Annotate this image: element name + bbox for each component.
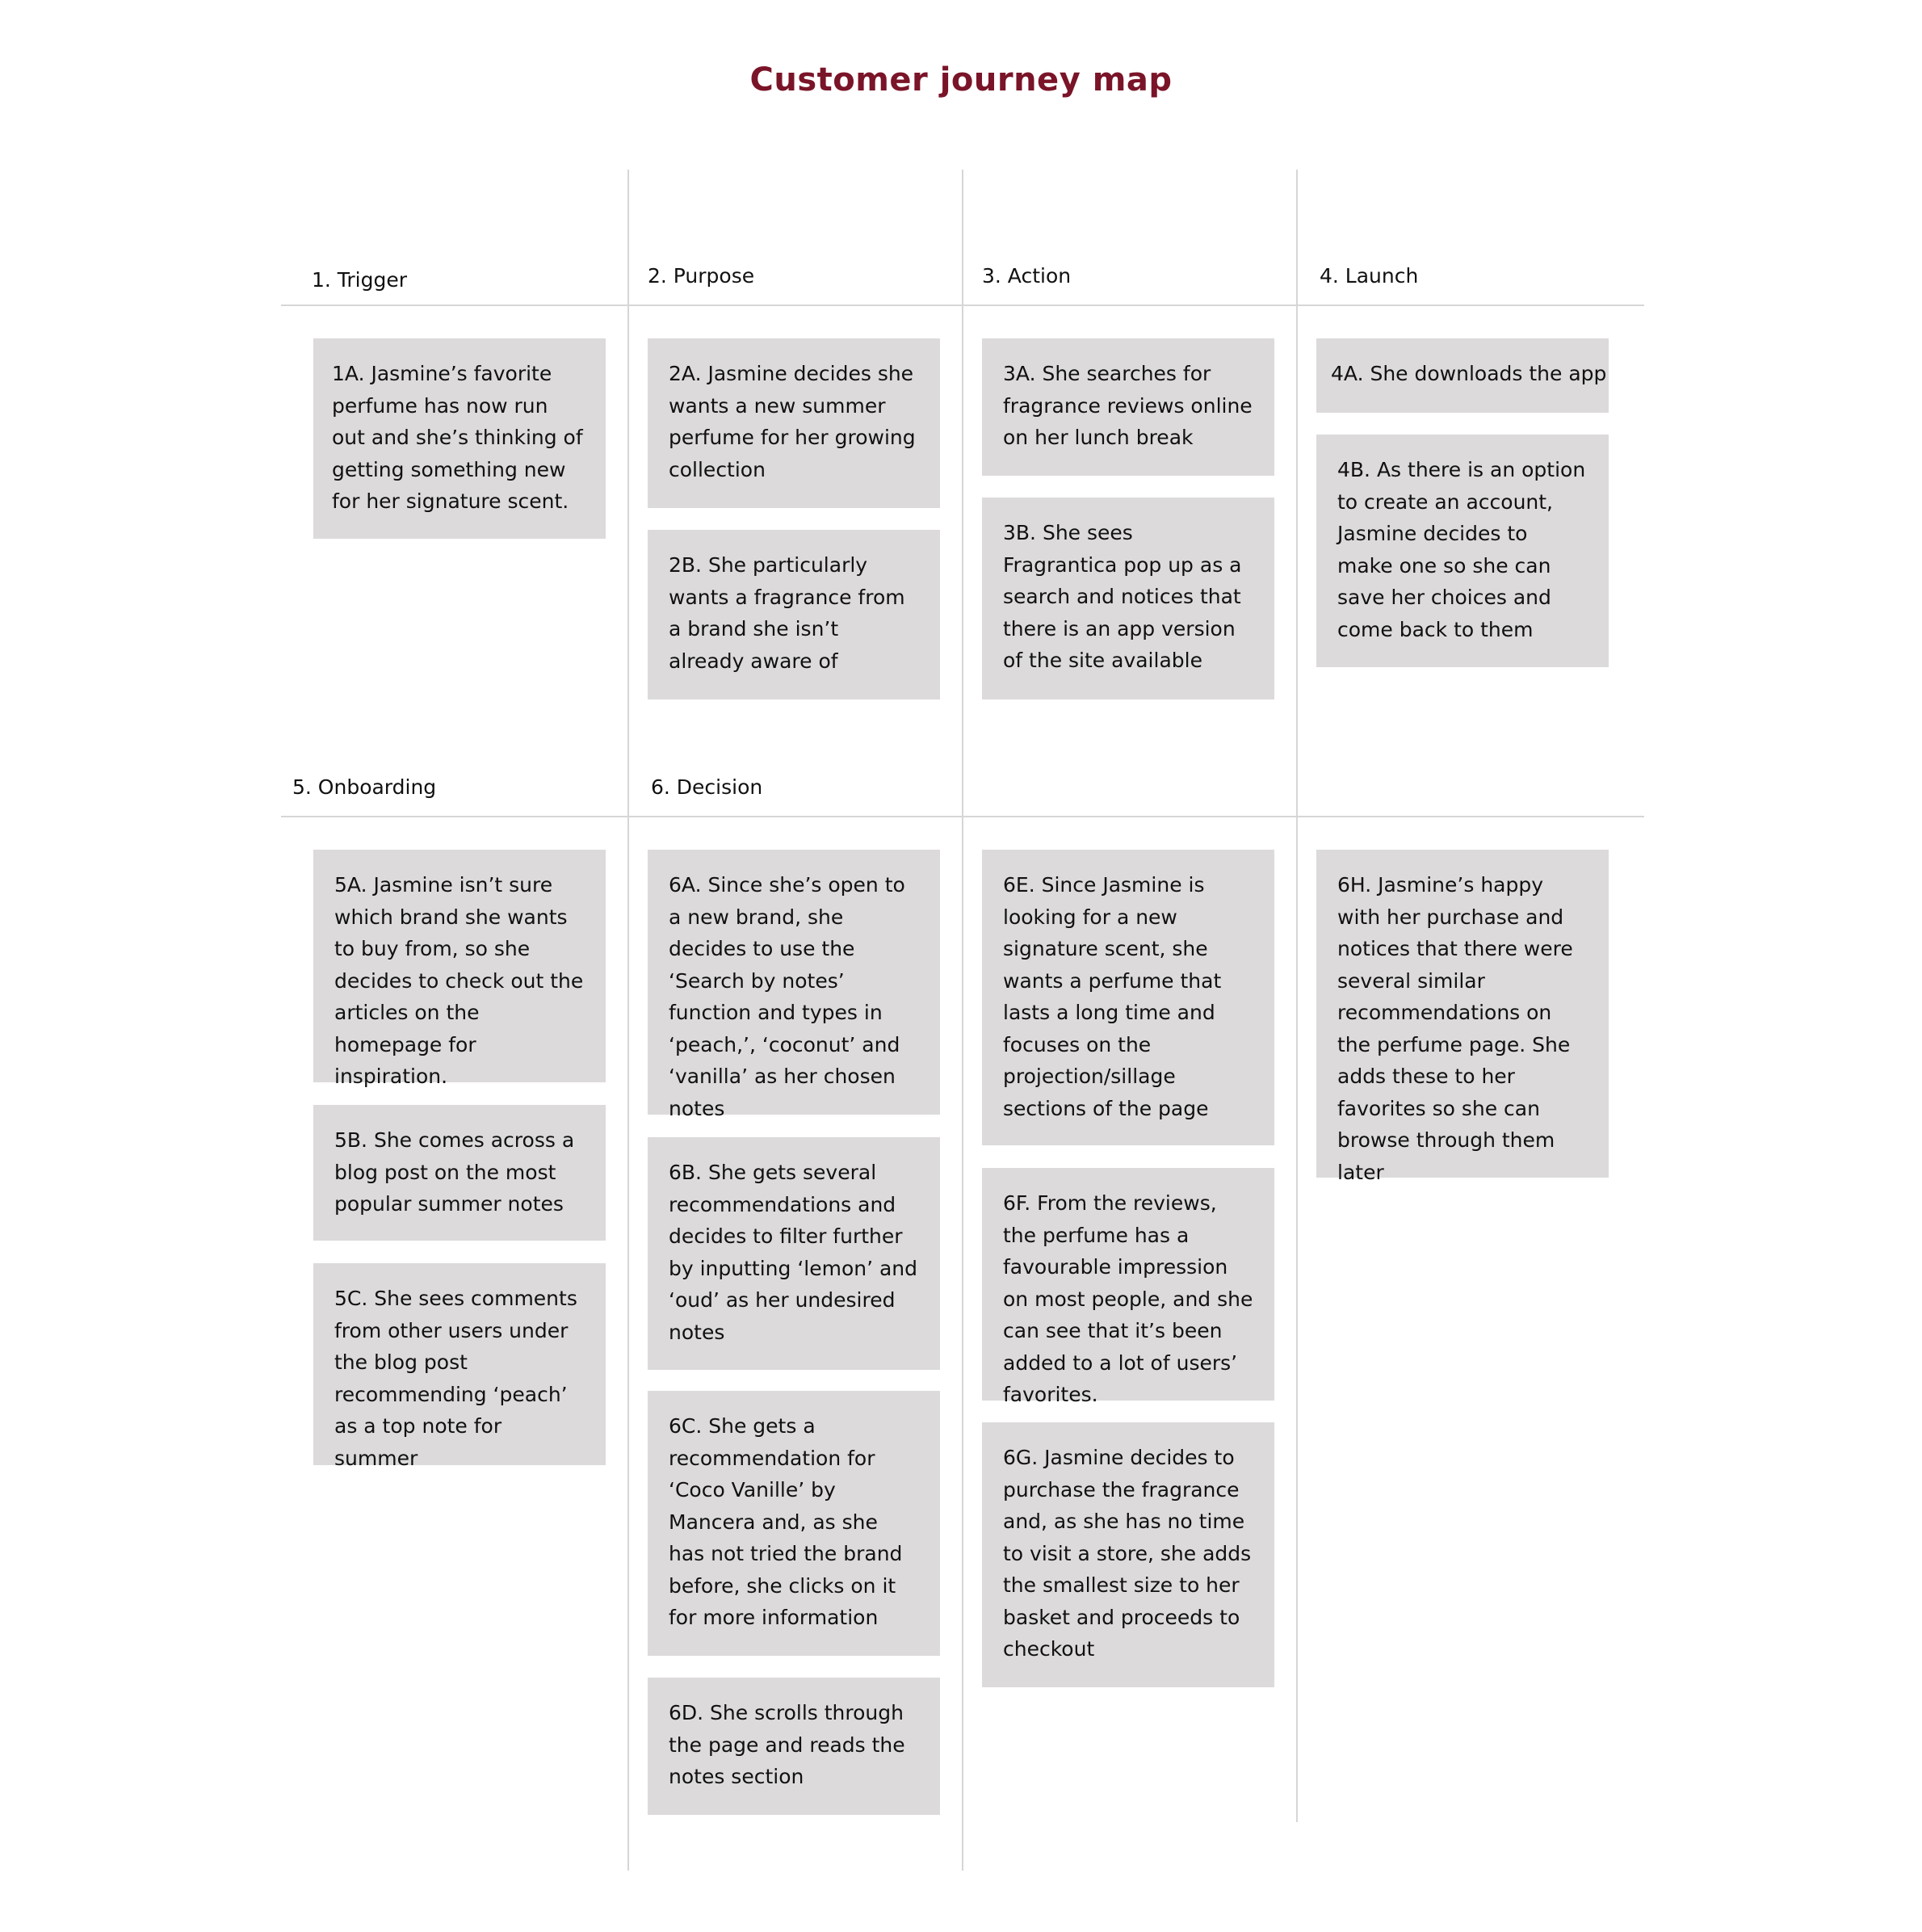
- card-2a: 2A. Jasmine decides she wants a new summer perfume for her growing collection: [648, 338, 940, 508]
- stage-decision: 6. Decision: [651, 775, 763, 799]
- card-6f: 6F. From the reviews, the perfume has a favourable impression on most people, and she can see that it’s been added to a lot of users’ favorites.: [982, 1168, 1274, 1401]
- card-5c: 5C. She sees comments from other users under the blog post recommending ‘peach’ as a top note for summer: [313, 1263, 606, 1465]
- card-3b: 3B. She sees Fragrantica pop up as a search and notices that there is an app version of the site available: [982, 498, 1274, 699]
- card-6g: 6G. Jasmine decides to purchase the fragrance and, as she has no time to visit a store, she adds the smallest size to her basket and proceeds to checkout: [982, 1422, 1274, 1687]
- card-6b: 6B. She gets several recommendations and decides to filter further by inputting ‘lemon’ and ‘oud’ as her undesired notes: [648, 1137, 940, 1370]
- stage-launch: 4. Launch: [1320, 264, 1419, 288]
- stage-trigger: 1. Trigger: [312, 268, 408, 292]
- card-6h: 6H. Jasmine’s happy with her purchase and notices that there were several similar recommendations on the perfume page. She adds these to her favorites so she can browse through them later: [1316, 850, 1609, 1178]
- page-title: Customer journey map: [749, 61, 1173, 99]
- stage-row-divider-top: [281, 304, 1644, 306]
- card-5a: 5A. Jasmine isn’t sure which brand she wants to buy from, so she decides to check out the articles on the homepage for inspiration.: [313, 850, 606, 1082]
- card-6a: 6A. Since she’s open to a new brand, she decides to use the ‘Search by notes’ function and types in ‘peach,’, ‘coconut’ and ‘vanilla’ as her chosen notes: [648, 850, 940, 1115]
- stage-row-divider-bottom: [281, 816, 1644, 817]
- stage-onboarding: 5. Onboarding: [292, 775, 437, 799]
- column-divider-3: [1296, 170, 1298, 1822]
- card-4a: 4A. She downloads the app: [1316, 338, 1609, 413]
- column-divider-1: [627, 170, 629, 1871]
- card-6e: 6E. Since Jasmine is looking for a new signature scent, she wants a perfume that lasts a long time and focuses on the projection/sillage sections of the page: [982, 850, 1274, 1145]
- card-2b: 2B. She particularly wants a fragrance from a brand she isn’t already aware of: [648, 530, 940, 699]
- card-3a: 3A. She searches for fragrance reviews online on her lunch break: [982, 338, 1274, 476]
- stage-action: 3. Action: [982, 264, 1072, 288]
- stage-purpose: 2. Purpose: [648, 264, 755, 288]
- card-4b: 4B. As there is an option to create an account, Jasmine decides to make one so she can save her choices and come back to them: [1316, 435, 1609, 667]
- card-5b: 5B. She comes across a blog post on the most popular summer notes: [313, 1105, 606, 1241]
- column-divider-2: [962, 170, 963, 1871]
- card-6d: 6D. She scrolls through the page and reads the notes section: [648, 1678, 940, 1815]
- card-6c: 6C. She gets a recommendation for ‘Coco Vanille’ by Mancera and, as she has not tried the brand before, she clicks on it for more information: [648, 1391, 940, 1656]
- card-1a: 1A. Jasmine’s favorite perfume has now run out and she’s thinking of getting something new for her signature scent.: [313, 338, 606, 539]
